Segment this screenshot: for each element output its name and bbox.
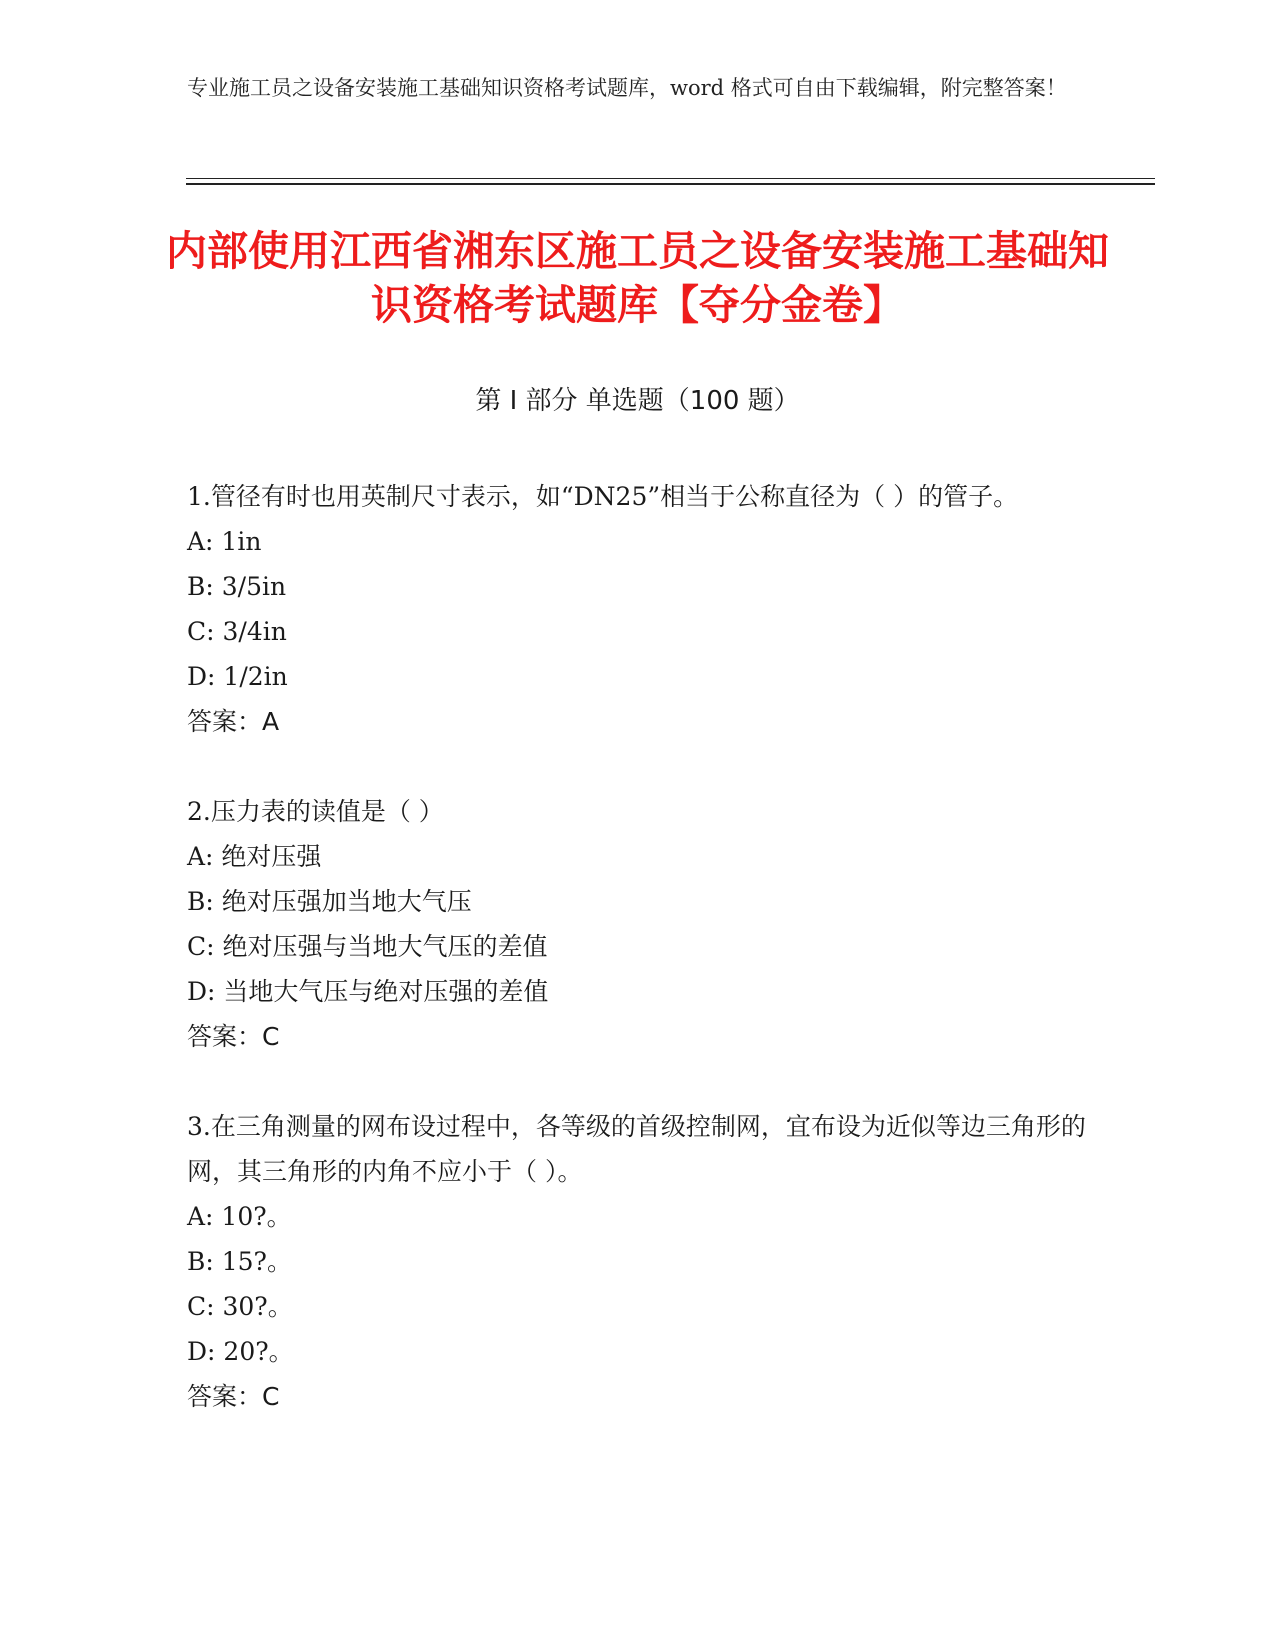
answer-line: 答案：C bbox=[187, 1022, 280, 1051]
option-b: B: 3/5in bbox=[187, 572, 287, 601]
option-a: A: 1in bbox=[187, 527, 262, 556]
document-title: 内部使用江西省湘东区施工员之设备安装施工基础知识资格考试题库【夺分金卷】 bbox=[166, 227, 1109, 329]
header-note: 专业施工员之设备安装施工基础知识资格考试题库，word 格式可自由下载编辑，附完整答案！ bbox=[187, 76, 1067, 100]
question-item bbox=[187, 474, 1087, 744]
question-list bbox=[187, 474, 1087, 1464]
option-c: C: 3/4in bbox=[187, 617, 287, 646]
option-d: D: 20?。 bbox=[187, 1337, 294, 1366]
answer-line: 答案：C bbox=[187, 1382, 280, 1411]
option-d: D: 当地大气压与绝对压强的差值 bbox=[187, 977, 549, 1006]
header-divider-thin bbox=[186, 178, 1155, 179]
question-stem: 2.压力表的读值是（ ） bbox=[187, 797, 444, 826]
header-divider-thick bbox=[186, 183, 1155, 185]
section-heading: 第 I 部分 单选题（100 题） bbox=[475, 386, 800, 416]
answer-line: 答案：A bbox=[187, 707, 280, 736]
option-a: A: 10?。 bbox=[187, 1202, 292, 1231]
option-c: C: 30?。 bbox=[187, 1292, 293, 1321]
question-item bbox=[187, 1104, 1087, 1419]
option-d: D: 1/2in bbox=[187, 662, 288, 691]
option-c: C: 绝对压强与当地大气压的差值 bbox=[187, 932, 548, 961]
option-a: A: 绝对压强 bbox=[187, 842, 322, 871]
question-stem: 3.在三角测量的网布设过程中，各等级的首级控制网，宜布设为近似等边三角形的网，其三角形的内角不应小于（ ）。 bbox=[187, 1112, 1086, 1186]
question-stem: 1.管径有时也用英制尺寸表示，如“DN25”相当于公称直径为（ ）的管子。 bbox=[187, 482, 1019, 511]
option-b: B: 15?。 bbox=[187, 1247, 292, 1276]
question-item bbox=[187, 789, 1087, 1059]
option-b: B: 绝对压强加当地大气压 bbox=[187, 887, 472, 916]
